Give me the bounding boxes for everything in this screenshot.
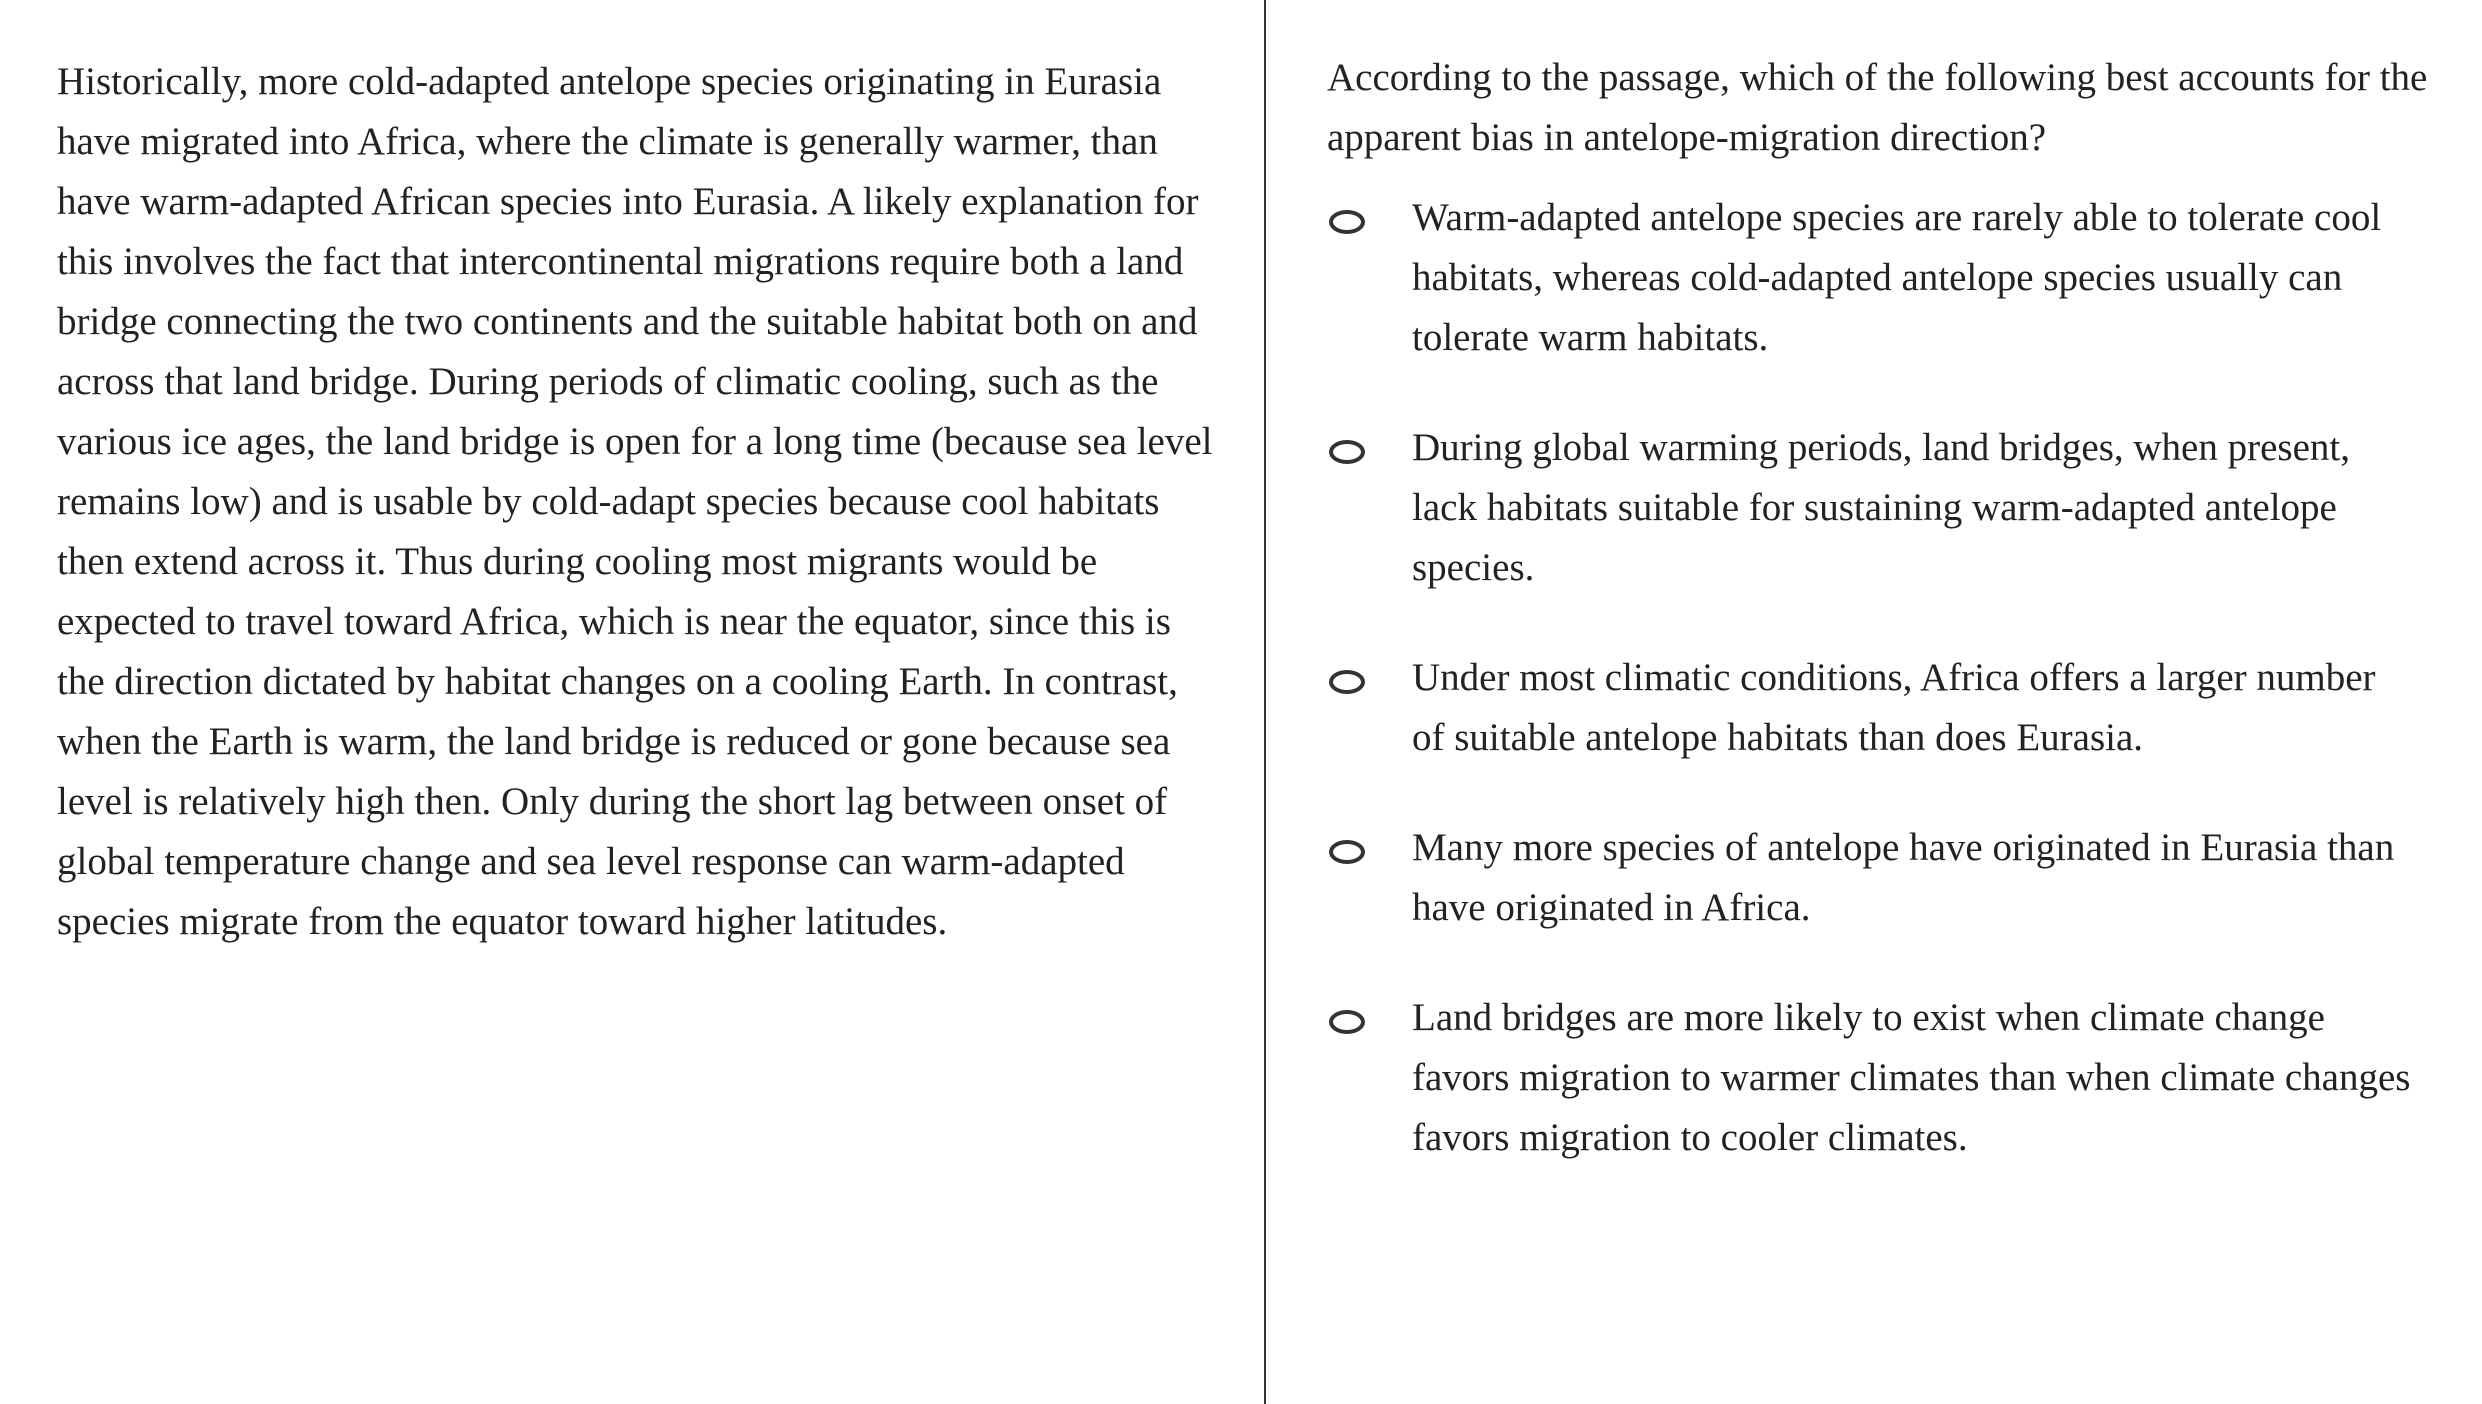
answer-option-label: Many more species of antelope have originated in Eurasia than have originated in Africa. bbox=[1412, 826, 2395, 929]
answer-option-a[interactable] bbox=[1327, 188, 2482, 368]
answer-option-c[interactable] bbox=[1327, 648, 2482, 768]
question-pane bbox=[1266, 0, 2482, 1404]
radio-button-icon[interactable] bbox=[1329, 1010, 1365, 1034]
passage-text: Historically, more cold-adapted antelope species originating in Eurasia have migrated into Africa, where the climate is generally warmer, than have warm-adapted African species into Eurasia. A likely explanation for this involves the fact that intercontinental migrations require both a land bridge connecting the two continents and the suitable habitat both on and across that land bridge. During periods of climatic cooling, such as the various ice ages, the land bridge is open for a long time (because sea level remains low) and is usable by cold-adapt species because cool habitats then extend across it. Thus during cooling most migrants would be expected to travel toward Africa, which is near the equator, since this is the direction dictated by habitat changes on a cooling Earth. In contrast, when the Earth is warm, the land bridge is reduced or gone because sea level is relatively high then. Only during the short lag between onset of global temperature change and sea level response can warm-adapted species migrate from the equator toward higher latitudes. bbox=[57, 60, 1213, 943]
question-prompt: According to the passage, which of the following best accounts for the apparent bias in antelope-migration direction? bbox=[1327, 56, 2428, 159]
radio-button-icon[interactable] bbox=[1329, 210, 1365, 234]
answer-option-d[interactable] bbox=[1327, 818, 2482, 938]
answer-option-label: Land bridges are more likely to exist when climate change favors migration to warmer climates than when climate changes favors migration to cooler climates. bbox=[1412, 996, 2411, 1159]
answer-option-label: Warm-adapted antelope species are rarely able to tolerate cool habitats, whereas cold-adapted antelope species usually can tolerate warm habitats. bbox=[1412, 196, 2382, 359]
answer-option-label: Under most climatic conditions, Africa offers a larger number of suitable antelope habitats than does Eurasia. bbox=[1412, 656, 2376, 759]
radio-button-icon[interactable] bbox=[1329, 840, 1365, 864]
answer-option-b[interactable] bbox=[1327, 418, 2482, 598]
radio-button-icon[interactable] bbox=[1329, 670, 1365, 694]
radio-button-icon[interactable] bbox=[1329, 440, 1365, 464]
answer-option-label: During global warming periods, land bridges, when present, lack habitats suitable for sustaining warm-adapted antelope species. bbox=[1412, 426, 2350, 589]
answer-option-e[interactable] bbox=[1327, 988, 2482, 1168]
answer-options bbox=[1327, 188, 2482, 1168]
